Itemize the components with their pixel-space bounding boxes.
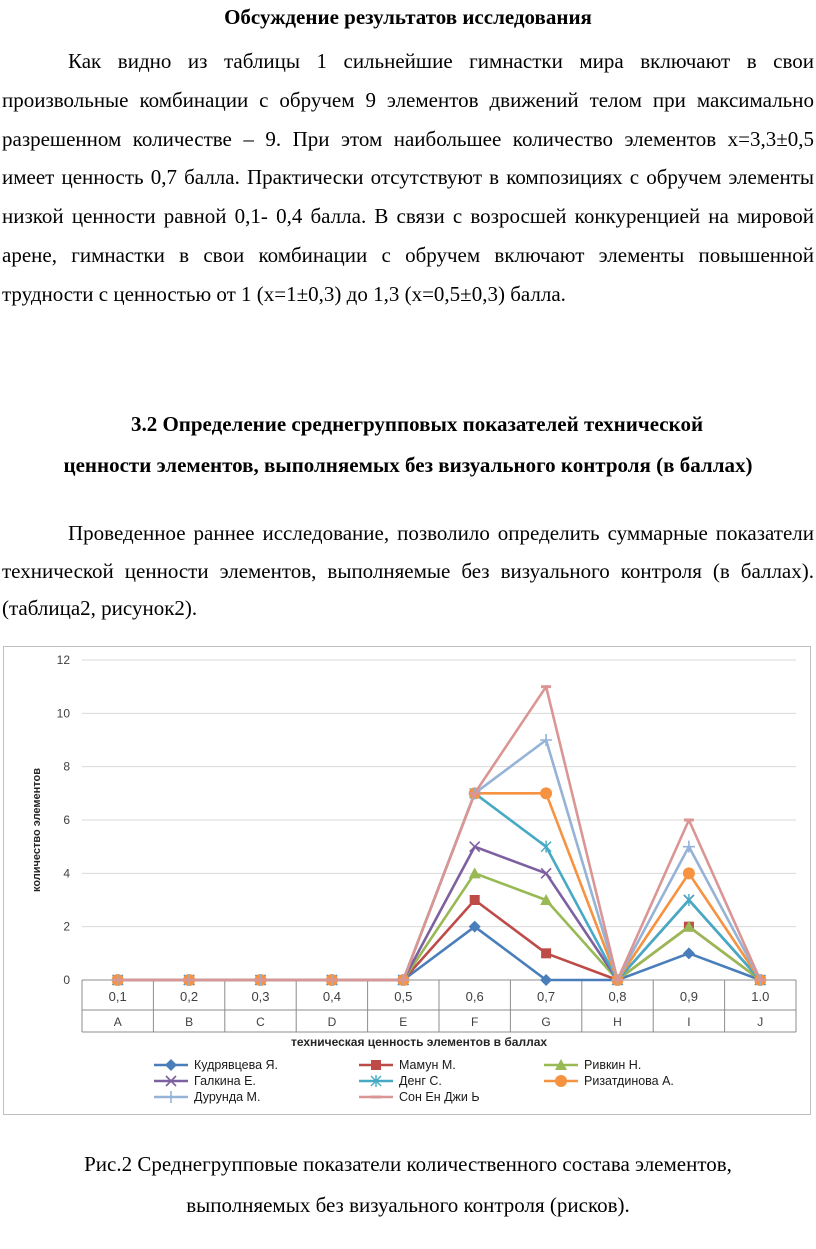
x-tick-label: 0,6 <box>465 989 484 1004</box>
legend-label: Ривкин Н. <box>584 1058 642 1072</box>
x-tick-label: 0,8 <box>608 989 627 1004</box>
section-heading: Обсуждение результатов исследования <box>224 5 592 29</box>
x-category-letter: E <box>399 1015 408 1029</box>
series-6-point <box>540 787 552 799</box>
x-category-letter: G <box>541 1015 551 1029</box>
subsection-heading-line-2: ценности элементов, выполняемых без визуального контроля (в баллах) <box>63 453 753 477</box>
y-tick-label: 0 <box>63 973 70 987</box>
series-1-point <box>683 947 695 959</box>
legend-label: Галкина Е. <box>194 1074 256 1088</box>
x-category-letter: I <box>687 1015 691 1029</box>
paragraph-2 <box>2 515 814 628</box>
x-category-letter: H <box>613 1015 622 1029</box>
x-tick-label: 0,5 <box>394 989 413 1004</box>
legend-label: Мамун М. <box>399 1058 456 1072</box>
paragraph-1-text: Как видно из таблицы 1 сильнейшие гимнастки мира включают в свои произвольные комбинации с обручем 9 элементов движений телом при максимально разрешенном количестве – 9. При этом наибольшее количество элементов х=3,3±0,5 имеет ценность 0,7 балла. Практически отсутствуют в композициях с обручем элементы низкой ценности равной 0,1- 0,4 балла. В связи с возросшей конкуренцией на мировой арене, гимнастки в свои комбинации с обручем включают элементы повышенной трудности с ценностью от 1 (х=1±0,3) до 1,3 (х=0,5±0,3) балла. <box>2 49 814 306</box>
series-line-4 <box>118 847 761 980</box>
figure-caption-line-2: выполняемых без визуального контроля (рисков). <box>186 1193 630 1217</box>
series-6-point <box>683 867 695 879</box>
figure-caption-line-1: Рис.2 Среднегрупповые показатели количественного состава элементов, <box>84 1152 732 1176</box>
x-category-letter: C <box>256 1015 265 1029</box>
x-category-letter: A <box>113 1015 122 1029</box>
series-line-8 <box>118 687 761 980</box>
series-5-point <box>684 894 694 906</box>
series-2-point <box>470 895 480 905</box>
y-tick-label: 10 <box>56 706 70 721</box>
subsection-heading-line-1: 3.2 Определение среднегрупповых показателей технической <box>130 412 704 436</box>
x-tick-label: 0,4 <box>322 989 341 1004</box>
legend-label: Кудрявцева Я. <box>194 1058 279 1072</box>
y-tick-label: 12 <box>56 653 70 667</box>
y-tick-label: 2 <box>63 919 70 934</box>
series-2-point <box>541 948 551 958</box>
legend-swatch-marker <box>165 1059 177 1071</box>
legend-swatch-marker <box>165 1091 177 1103</box>
series-7-point <box>683 841 695 853</box>
x-tick-label: 0,2 <box>180 989 199 1004</box>
legend-label: Денг С. <box>399 1074 442 1088</box>
x-tick-label: 0,1 <box>108 989 127 1004</box>
paragraph-2-text: Проведенное раннее исследование, позволило определить суммарные показатели технической ценности элементов, выполняемые без визуального контроля (в баллах). (таблица2, рисунок2). <box>2 521 814 620</box>
series-line-1 <box>118 927 761 980</box>
legend-label: Дурунда М. <box>194 1090 261 1104</box>
legend-label: Ризатдинова А. <box>584 1074 674 1088</box>
legend-swatch-marker <box>555 1075 567 1087</box>
y-tick-label: 4 <box>63 866 70 881</box>
legend-label: Сон Ен Джи Ь <box>399 1090 480 1104</box>
x-tick-label: 0,3 <box>251 989 270 1004</box>
x-axis-title: техническая ценность элементов в баллах <box>290 1035 548 1049</box>
figure-caption <box>0 1144 816 1226</box>
legend-swatch-marker <box>371 1060 381 1070</box>
x-category-letter: D <box>327 1015 337 1029</box>
chart-figure <box>3 646 811 1115</box>
x-category-letter: F <box>471 1015 479 1029</box>
y-tick-label: 6 <box>63 813 70 827</box>
series-3-point <box>469 867 481 878</box>
series-5-point <box>541 841 551 853</box>
y-axis-title: количество элементов <box>31 767 43 893</box>
x-tick-label: 1.0 <box>751 989 770 1004</box>
x-tick-label: 0,7 <box>537 989 556 1004</box>
x-category-letter: J <box>757 1015 764 1029</box>
subsection-heading <box>0 404 816 486</box>
paragraph-1 <box>2 42 814 314</box>
x-category-letter: B <box>185 1015 194 1029</box>
line-chart <box>4 647 810 1114</box>
x-tick-label: 0,9 <box>679 989 698 1004</box>
y-tick-label: 8 <box>63 759 70 774</box>
